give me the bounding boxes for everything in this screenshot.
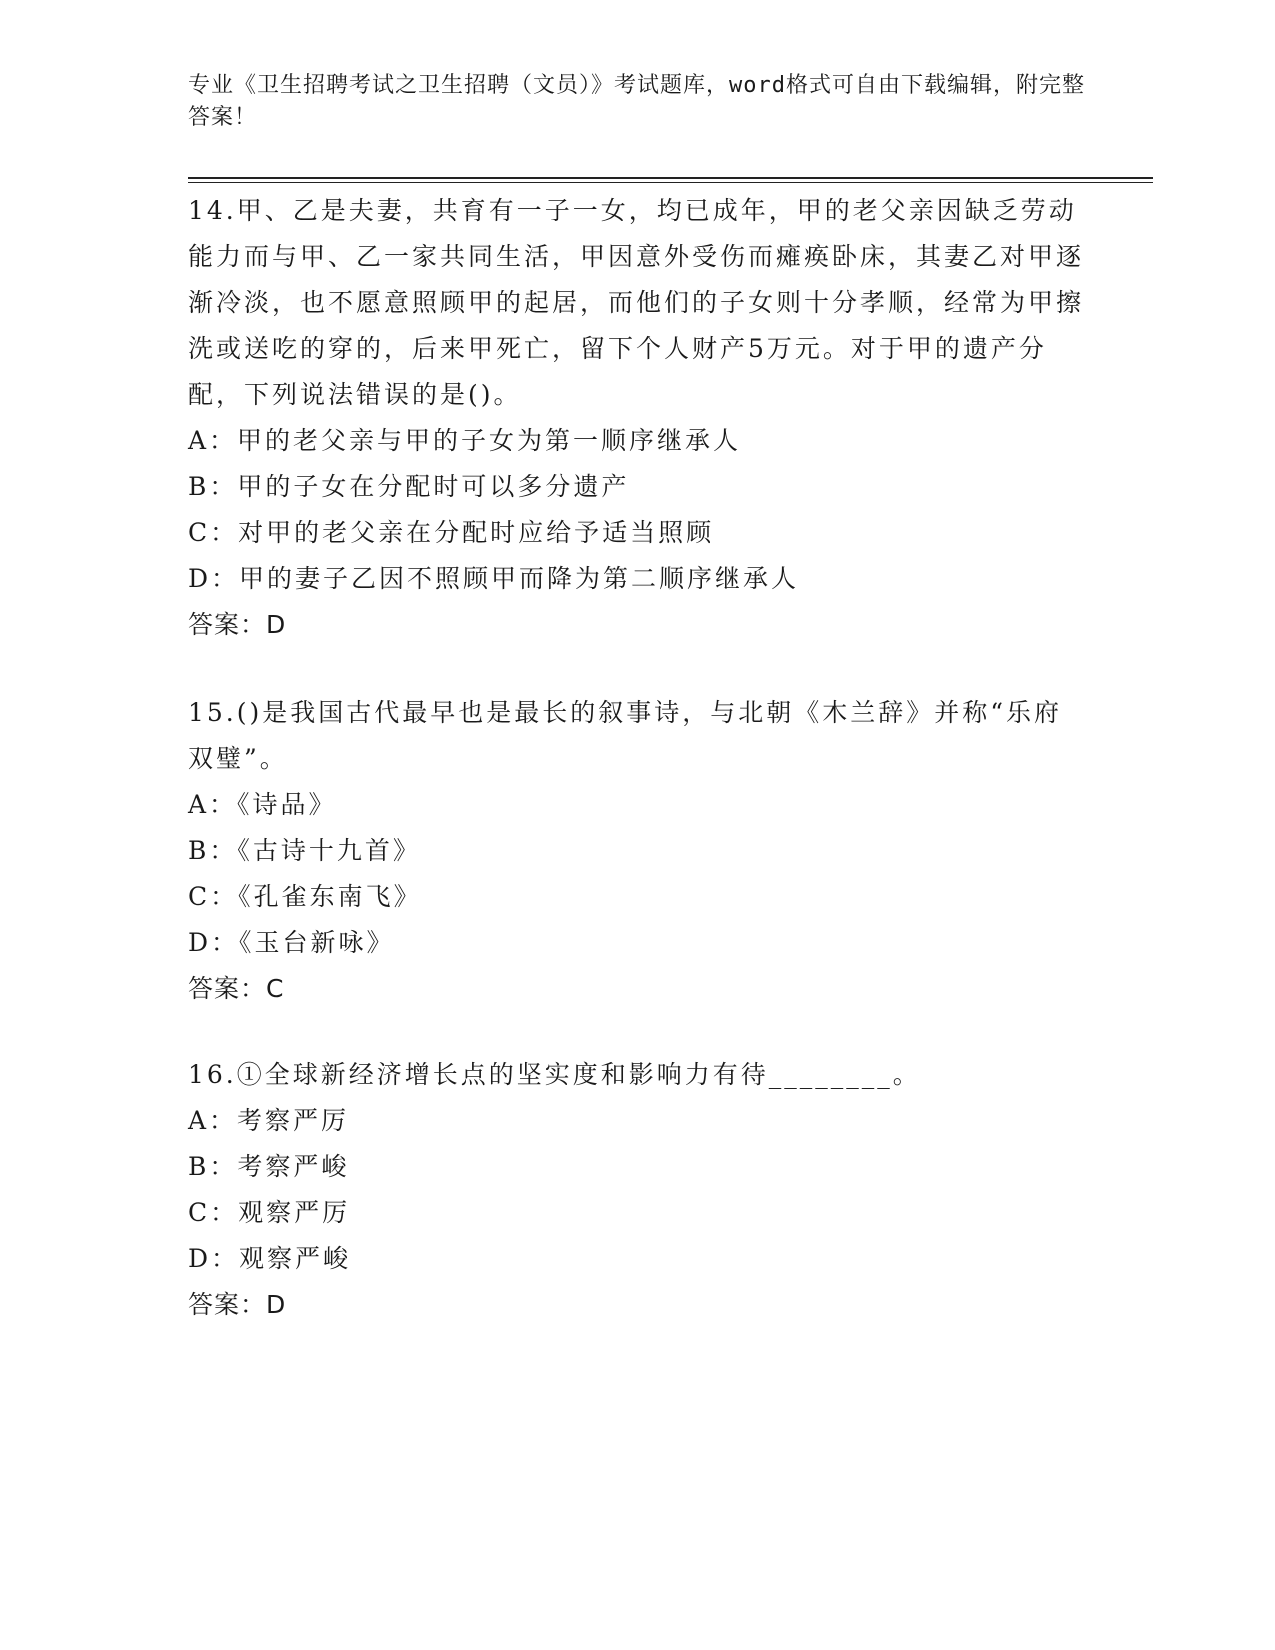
option-b: B：《古诗十九首》 bbox=[188, 836, 421, 865]
question-16 bbox=[188, 1052, 1088, 1328]
option-a: A：考察严厉 bbox=[188, 1106, 350, 1135]
answer: 答案：D bbox=[188, 610, 287, 639]
answer: 答案：C bbox=[188, 974, 285, 1003]
question-stem: 16.①全球新经济增长点的坚实度和影响力有待________。 bbox=[188, 1060, 921, 1089]
option-d: D：甲的妻子乙因不照顾甲而降为第二顺序继承人 bbox=[188, 564, 800, 593]
option-d: D：观察严峻 bbox=[188, 1244, 352, 1273]
option-b: B：考察严峻 bbox=[188, 1152, 350, 1181]
option-c: C：《孔雀东南飞》 bbox=[188, 882, 422, 911]
option-a: A：甲的老父亲与甲的子女为第一顺序继承人 bbox=[188, 426, 742, 455]
option-c: C：观察严厉 bbox=[188, 1198, 351, 1227]
option-b: B：甲的子女在分配时可以多分遗产 bbox=[188, 472, 630, 501]
question-14 bbox=[188, 188, 1088, 648]
question-stem: 15.()是我国古代最早也是最长的叙事诗，与北朝《木兰辞》并称“乐府双璧”。 bbox=[188, 698, 1063, 773]
question-stem: 14.甲、乙是夫妻，共育有一子一女，均已成年，甲的老父亲因缺乏劳动能力而与甲、乙一家共同生活，甲因意外受伤而瘫痪卧床，其妻乙对甲逐渐冷淡，也不愿意照顾甲的起居，而他们的子女则十分孝顺，经常为甲擦洗或送吃的穿的，后来甲死亡，留下个人财产5万元。对于甲的遗产分配，下列说法错误的是()。 bbox=[188, 196, 1085, 409]
option-a: A：《诗品》 bbox=[188, 790, 337, 819]
answer: 答案：D bbox=[188, 1290, 287, 1319]
header-divider-thin bbox=[188, 182, 1153, 183]
option-d: D：《玉台新咏》 bbox=[188, 928, 395, 957]
document-header: 专业《卫生招聘考试之卫生招聘（文员）》考试题库，word格式可自由下载编辑，附完整答案！ bbox=[188, 73, 1085, 130]
question-15 bbox=[188, 690, 1088, 1012]
option-c: C：对甲的老父亲在分配时应给予适当照顾 bbox=[188, 518, 715, 547]
header-divider-thick bbox=[188, 177, 1153, 179]
